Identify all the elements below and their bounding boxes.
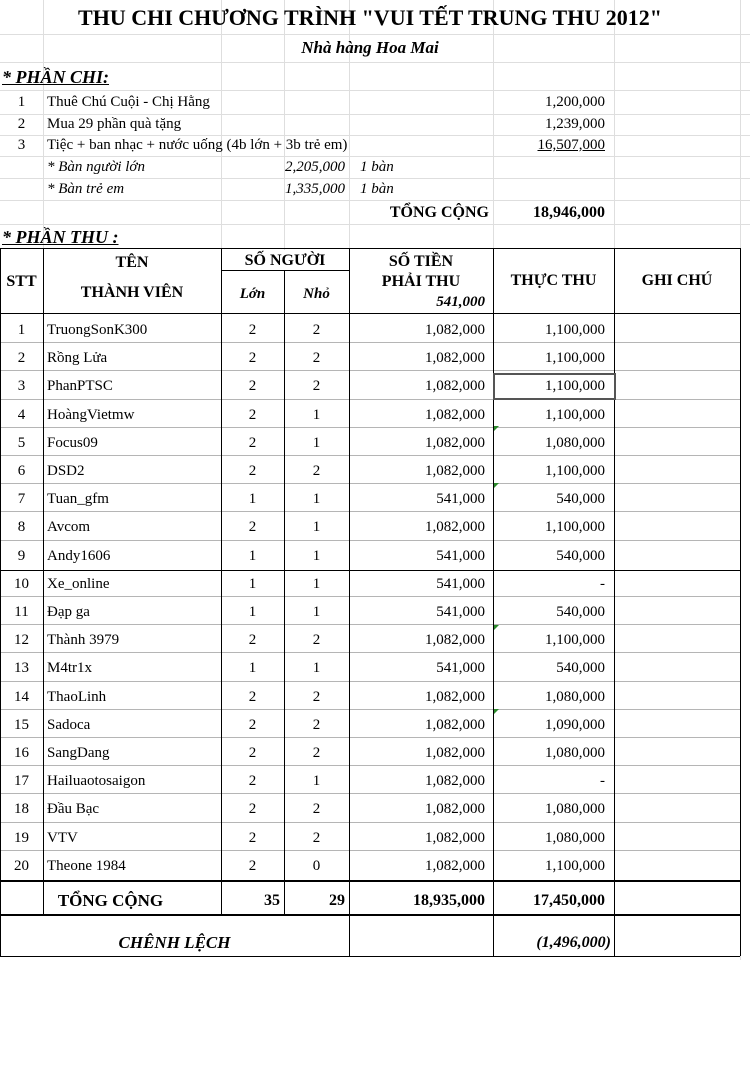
row-amount-paid[interactable]: 1,100,000	[545, 519, 605, 535]
row-amount-due[interactable]: 541,000	[436, 576, 485, 592]
expense-subitem-price: 2,205,000	[285, 159, 345, 175]
row-amount-due[interactable]: 1,082,000	[425, 717, 485, 733]
row-amount-due[interactable]: 1,082,000	[425, 632, 485, 648]
header-stt: STT	[6, 273, 37, 290]
row-kids[interactable]: 1	[312, 435, 321, 451]
row-stt[interactable]: 3	[17, 378, 26, 394]
header-kids: Nhỏ	[303, 286, 330, 302]
expense-subitem-unit: 1 bàn	[360, 181, 394, 197]
row-stt[interactable]: 6	[17, 463, 26, 479]
row-amount-due[interactable]: 541,000	[436, 604, 485, 620]
row-kids[interactable]: 2	[312, 632, 321, 648]
row-amount-due[interactable]: 1,082,000	[425, 519, 485, 535]
header-due-2: PHẢI THU	[381, 273, 461, 290]
row-adults[interactable]: 2	[248, 632, 257, 648]
row-stt[interactable]: 20	[14, 858, 29, 874]
expense-subitem-label: * Bàn trẻ em	[47, 181, 125, 197]
row-divider	[0, 793, 740, 794]
expense-heading: * PHẦN CHI:	[2, 67, 110, 87]
row-adults[interactable]: 2	[248, 378, 257, 394]
row-amount-due[interactable]: 1,082,000	[425, 773, 485, 789]
row-amount-paid[interactable]: -	[600, 773, 605, 789]
row-kids[interactable]: 2	[312, 322, 321, 338]
row-adults[interactable]: 2	[248, 435, 257, 451]
row-kids[interactable]: 1	[312, 773, 321, 789]
table-border	[0, 880, 740, 882]
row-stt[interactable]: 2	[17, 350, 26, 366]
table-border	[349, 248, 350, 956]
row-amount-due[interactable]: 1,082,000	[425, 858, 485, 874]
row-member-name[interactable]: ThaoLinh	[47, 689, 107, 705]
row-stt[interactable]: 19	[14, 830, 29, 846]
row-amount-due[interactable]: 1,082,000	[425, 350, 485, 366]
row-adults[interactable]: 2	[248, 717, 257, 733]
row-member-name[interactable]: Thành 3979	[47, 632, 120, 648]
row-kids[interactable]: 2	[312, 717, 321, 733]
table-border	[614, 248, 615, 956]
table-border	[0, 956, 740, 957]
row-amount-due[interactable]: 1,082,000	[425, 378, 485, 394]
row-kids[interactable]: 1	[312, 548, 321, 564]
expense-desc: Thuê Chú Cuội - Chị Hằng	[47, 94, 210, 110]
row-divider	[0, 822, 740, 823]
row-member-name[interactable]: Sadoca	[47, 717, 91, 733]
row-adults[interactable]: 2	[248, 322, 257, 338]
row-stt[interactable]: 13	[14, 660, 29, 676]
row-amount-paid[interactable]: 1,080,000	[545, 435, 605, 451]
expense-no: 3	[17, 137, 26, 153]
row-member-name[interactable]: Avcom	[47, 519, 91, 535]
row-stt[interactable]: 12	[14, 632, 29, 648]
expense-no: 2	[17, 116, 26, 132]
table-border	[0, 248, 740, 249]
row-stt[interactable]: 5	[17, 435, 26, 451]
row-member-name[interactable]: Hailuaotosaigon	[47, 773, 146, 789]
row-amount-paid[interactable]: 1,100,000	[545, 463, 605, 479]
expense-subitem-price: 1,335,000	[285, 181, 345, 197]
row-divider	[0, 483, 740, 484]
row-adults[interactable]: 2	[248, 801, 257, 817]
row-stt[interactable]: 18	[14, 801, 29, 817]
row-divider	[0, 511, 740, 512]
row-divider	[0, 652, 740, 653]
header-adults: Lớn	[239, 286, 266, 302]
table-border	[0, 248, 1, 956]
row-kids[interactable]: 2	[312, 689, 321, 705]
row-amount-due[interactable]: 1,082,000	[425, 830, 485, 846]
gridline	[0, 34, 750, 35]
row-adults[interactable]: 2	[248, 745, 257, 761]
income-total-kids: 29	[329, 892, 345, 909]
difference-label: CHÊNH LỆCH	[118, 933, 231, 952]
comment-indicator-icon	[494, 426, 499, 431]
gridline	[0, 224, 750, 225]
row-divider	[0, 765, 740, 766]
comment-indicator-icon	[494, 625, 499, 630]
row-amount-due[interactable]: 541,000	[436, 548, 485, 564]
row-adults[interactable]: 2	[248, 830, 257, 846]
row-adults[interactable]: 1	[248, 548, 257, 564]
row-adults[interactable]: 1	[248, 604, 257, 620]
comment-indicator-icon	[494, 709, 499, 714]
expense-total-label: TỔNG CỘNG	[389, 204, 489, 221]
header-due-1: SỐ TIỀN	[388, 253, 454, 270]
row-member-name[interactable]: Andy1606	[47, 548, 111, 564]
row-member-name[interactable]: Rồng Lửa	[47, 350, 108, 366]
row-adults[interactable]: 2	[248, 858, 257, 874]
row-member-name[interactable]: Xe_online	[47, 576, 110, 592]
row-divider	[0, 624, 740, 625]
row-kids[interactable]: 2	[312, 830, 321, 846]
gridline	[0, 62, 750, 63]
row-divider	[0, 342, 740, 343]
row-divider	[0, 370, 740, 371]
income-total-actual: 17,450,000	[533, 892, 605, 909]
expense-subitem-unit: 1 bàn	[360, 159, 394, 175]
gridline	[0, 90, 750, 91]
row-kids[interactable]: 2	[312, 463, 321, 479]
header-people: SỐ NGƯỜI	[244, 252, 326, 269]
row-amount-due[interactable]: 1,082,000	[425, 689, 485, 705]
row-amount-paid[interactable]: 1,080,000	[545, 801, 605, 817]
row-amount-paid[interactable]: -	[600, 576, 605, 592]
income-total-due: 18,935,000	[413, 892, 485, 909]
row-member-name[interactable]: HoàngVietmw	[47, 407, 135, 423]
row-amount-paid[interactable]: 1,080,000	[545, 830, 605, 846]
row-adults[interactable]: 2	[248, 689, 257, 705]
row-amount-due[interactable]: 1,082,000	[425, 801, 485, 817]
expense-no: 1	[17, 94, 26, 110]
row-member-name[interactable]: DSD2	[47, 463, 85, 479]
expense-total-value: 18,946,000	[533, 204, 605, 221]
page-subtitle: Nhà hàng Hoa Mai	[301, 38, 439, 57]
row-divider	[0, 399, 740, 400]
row-adults[interactable]: 2	[248, 407, 257, 423]
row-amount-paid[interactable]: 540,000	[556, 604, 605, 620]
row-amount-paid[interactable]: 1,100,000	[545, 407, 605, 423]
row-amount-paid[interactable]: 540,000	[556, 548, 605, 564]
row-amount-paid[interactable]: 1,100,000	[545, 350, 605, 366]
row-stt[interactable]: 15	[14, 717, 29, 733]
row-stt[interactable]: 7	[17, 491, 26, 507]
row-amount-due[interactable]: 1,082,000	[425, 322, 485, 338]
row-member-name[interactable]: Focus09	[47, 435, 98, 451]
row-adults[interactable]: 1	[248, 576, 257, 592]
row-amount-paid[interactable]: 1,100,000	[545, 322, 605, 338]
row-kids[interactable]: 2	[312, 378, 321, 394]
comment-indicator-icon	[494, 483, 499, 488]
row-stt[interactable]: 16	[14, 745, 29, 761]
income-total-label: TỔNG CỘNG	[57, 891, 164, 910]
row-amount-due[interactable]: 1,082,000	[425, 407, 485, 423]
expense-desc: Tiệc + ban nhạc + nước uống (4b lớn + 3b trẻ em)	[47, 137, 348, 153]
row-kids[interactable]: 1	[312, 660, 321, 676]
header-name-1: TÊN	[115, 254, 149, 271]
table-border	[740, 248, 741, 956]
row-divider	[0, 455, 740, 456]
row-amount-due[interactable]: 1,082,000	[425, 745, 485, 761]
row-member-name[interactable]: Đầu Bạc	[47, 801, 100, 817]
row-member-name[interactable]: Tuan_gfm	[47, 491, 109, 507]
row-kids[interactable]: 1	[312, 519, 321, 535]
row-divider	[0, 737, 740, 738]
table-border	[0, 313, 740, 314]
row-stt[interactable]: 10	[14, 576, 29, 592]
row-amount-paid[interactable]: 1,100,000	[545, 378, 605, 394]
row-divider	[0, 681, 740, 682]
row-divider	[0, 596, 740, 597]
row-member-name[interactable]: TruongSonK300	[47, 322, 148, 338]
row-adults[interactable]: 1	[248, 491, 257, 507]
row-amount-paid[interactable]: 540,000	[556, 491, 605, 507]
row-divider	[0, 709, 740, 710]
row-kids[interactable]: 0	[312, 858, 321, 874]
row-adults[interactable]: 1	[248, 660, 257, 676]
header-due-unit: 541,000	[436, 294, 485, 310]
header-note: GHI CHÚ	[641, 272, 713, 289]
table-border	[0, 570, 740, 571]
income-total-adults: 35	[264, 892, 280, 909]
difference-value: (1,496,000)	[536, 934, 611, 951]
row-amount-paid[interactable]: 1,100,000	[545, 632, 605, 648]
row-divider	[0, 427, 740, 428]
row-divider	[0, 540, 740, 541]
row-divider	[0, 850, 740, 851]
row-amount-paid[interactable]: 540,000	[556, 660, 605, 676]
row-stt[interactable]: 4	[17, 407, 26, 423]
expense-amount: 1,239,000	[545, 116, 605, 132]
row-amount-due[interactable]: 541,000	[436, 660, 485, 676]
row-kids[interactable]: 2	[312, 350, 321, 366]
row-amount-paid[interactable]: 1,100,000	[545, 858, 605, 874]
row-member-name[interactable]: Theone 1984	[47, 858, 126, 874]
expense-amount: 16,507,000	[537, 137, 605, 153]
row-stt[interactable]: 1	[17, 322, 26, 338]
row-amount-due[interactable]: 541,000	[436, 491, 485, 507]
table-border	[0, 914, 740, 916]
row-member-name[interactable]: PhanPTSC	[47, 378, 113, 394]
row-amount-paid[interactable]: 1,090,000	[545, 717, 605, 733]
row-adults[interactable]: 2	[248, 463, 257, 479]
row-adults[interactable]: 2	[248, 519, 257, 535]
row-amount-paid[interactable]: 1,080,000	[545, 745, 605, 761]
table-border	[221, 248, 222, 914]
expense-subitem-label: * Bàn người lớn	[47, 159, 145, 175]
header-actual: THỰC THU	[510, 272, 597, 289]
row-amount-paid[interactable]: 1,080,000	[545, 689, 605, 705]
row-stt[interactable]: 14	[14, 689, 29, 705]
row-adults[interactable]: 2	[248, 350, 257, 366]
row-member-name[interactable]: Đạp ga	[47, 604, 90, 620]
row-amount-due[interactable]: 1,082,000	[425, 463, 485, 479]
row-member-name[interactable]: SangDang	[47, 745, 110, 761]
row-stt[interactable]: 17	[14, 773, 29, 789]
gridline	[0, 200, 750, 201]
table-border	[284, 270, 285, 914]
selected-cell[interactable]	[493, 373, 616, 400]
row-stt[interactable]: 11	[14, 604, 29, 620]
row-amount-due[interactable]: 1,082,000	[425, 435, 485, 451]
income-heading: * PHẦN THU :	[2, 227, 119, 247]
row-kids[interactable]: 1	[312, 491, 321, 507]
header-name-2: THÀNH VIÊN	[80, 284, 184, 301]
row-member-name[interactable]: VTV	[47, 830, 78, 846]
row-member-name[interactable]: M4tr1x	[47, 660, 92, 676]
row-stt[interactable]: 8	[17, 519, 26, 535]
row-kids[interactable]: 1	[312, 604, 321, 620]
table-border	[43, 248, 44, 914]
row-kids[interactable]: 1	[312, 407, 321, 423]
table-border	[221, 270, 349, 271]
page-title: THU CHI CHƯƠNG TRÌNH "VUI TẾT TRUNG THU 2012"	[78, 5, 662, 30]
expense-desc: Mua 29 phần quà tặng	[47, 116, 182, 132]
table-border	[493, 248, 494, 956]
row-kids[interactable]: 2	[312, 801, 321, 817]
row-stt[interactable]: 9	[17, 548, 26, 564]
expense-amount: 1,200,000	[545, 94, 605, 110]
row-kids[interactable]: 2	[312, 745, 321, 761]
row-kids[interactable]: 1	[312, 576, 321, 592]
row-adults[interactable]: 2	[248, 773, 257, 789]
